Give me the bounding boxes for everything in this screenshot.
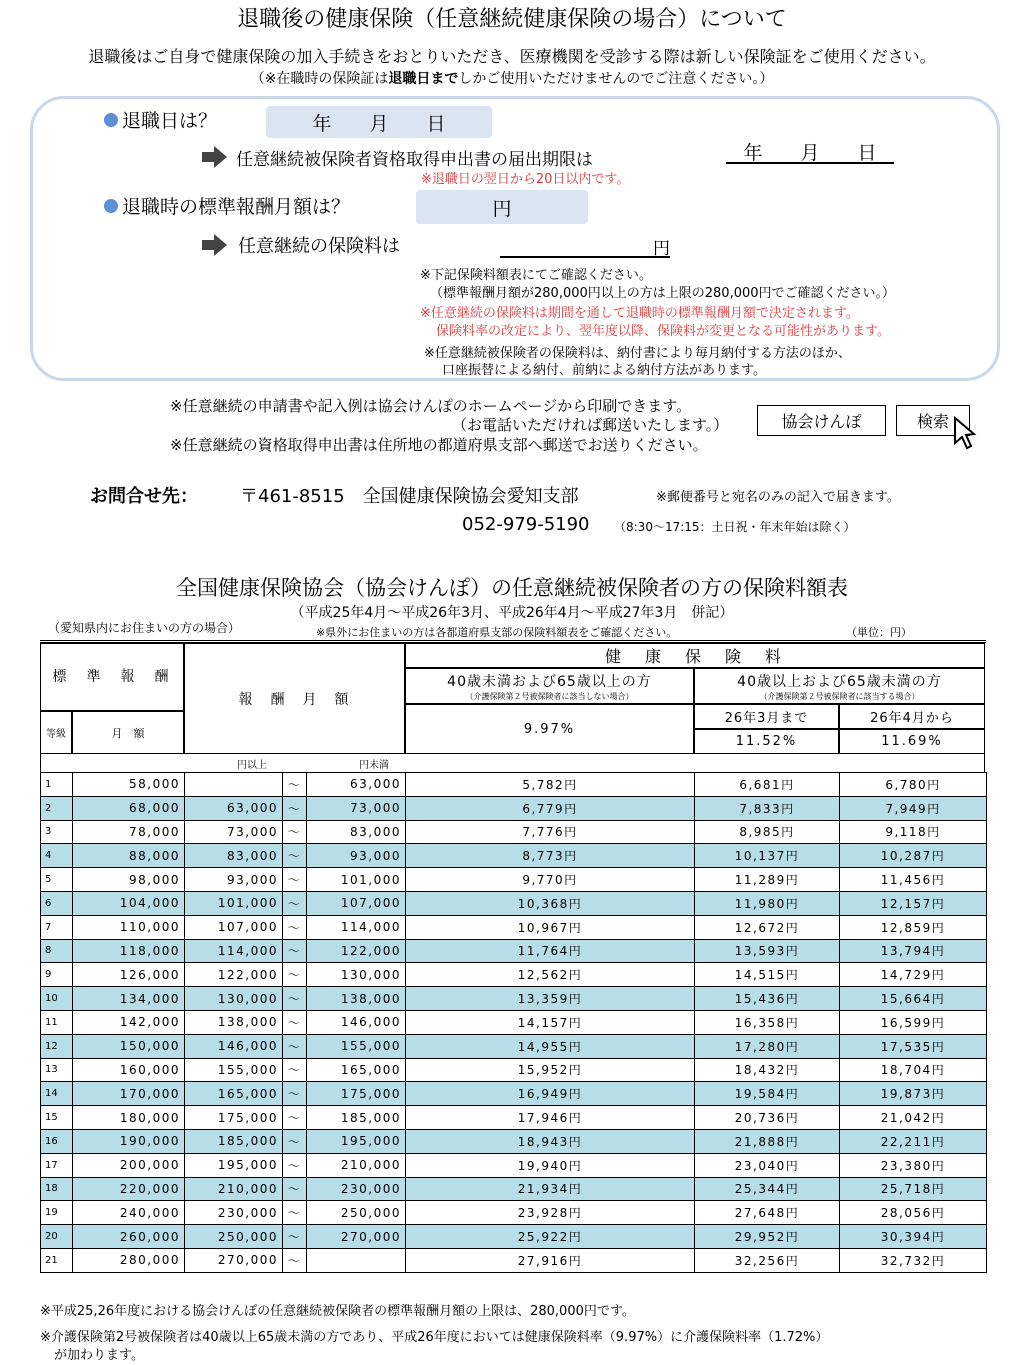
range-from-cell: 73,000 [185,820,283,844]
premium-col2a-cell: 29,952円 [695,1225,840,1249]
grade-cell: 15 [41,1106,73,1130]
header-col2b: 26年4月から [839,704,985,729]
range-from-cell: 195,000 [185,1153,283,1177]
grade-cell: 1 [41,773,73,797]
range-to-cell: 210,000 [307,1153,406,1177]
range-to-cell: 63,000 [307,773,406,797]
premium-col1-cell: 25,922円 [406,1225,695,1249]
deadline-note: ※退職日の翌日から20日以内です。 [421,172,630,187]
region-note: （愛知県内にお住まいの方の場合） [48,621,241,635]
premium-col2a-cell: 18,432円 [695,1058,840,1082]
premium-col2a-cell: 17,280円 [695,1034,840,1058]
header-monthly: 月 額 [72,711,184,754]
monthly-cell: 142,000 [73,1010,185,1034]
grade-cell: 12 [41,1034,73,1058]
premium-col1-cell: 7,776円 [406,820,695,844]
premium-col2a-cell: 16,358円 [695,1010,840,1034]
header-standard-pay: 標 準 報 酬 [40,643,184,711]
premium-col2b-cell: 22,211円 [840,1129,987,1153]
range-from-cell: 63,000 [185,796,283,820]
search-button[interactable]: 検索 [896,405,970,436]
tilde-cell: ～ [283,915,307,939]
range-to-cell: 250,000 [307,1201,406,1225]
tilde-cell: ～ [283,1225,307,1249]
premium-col2b-cell: 18,704円 [840,1058,987,1082]
salary-field[interactable]: 円 [416,190,588,224]
range-from-cell: 210,000 [185,1177,283,1201]
grade-cell: 8 [41,939,73,963]
monthly-cell: 78,000 [73,820,185,844]
monthly-cell: 68,000 [73,796,185,820]
tilde-cell: ～ [283,987,307,1011]
premium-col1-cell: 14,955円 [406,1034,695,1058]
range-from-cell: 83,000 [185,844,283,868]
premium-col1-cell: 18,943円 [406,1129,695,1153]
monthly-cell: 118,000 [73,939,185,963]
premium-col2a-cell: 25,344円 [695,1177,840,1201]
premium-col2a-cell: 19,584円 [695,1082,840,1106]
table-row [41,891,987,915]
range-from-cell: 185,000 [185,1129,283,1153]
cursor-icon [952,416,980,450]
premium-col1-cell: 12,562円 [406,963,695,987]
table-row [41,915,987,939]
premium-col2a-cell: 7,833円 [695,796,840,820]
intro-text: 退職後はご自身で健康保険の加入手続きをおとりいただき、医療機関を受診する際は新しい保険証をご使用ください。 [88,47,936,66]
range-to-cell: 195,000 [307,1129,406,1153]
premium-col2b-cell: 11,456円 [840,868,987,892]
grade-cell: 16 [41,1129,73,1153]
premium-col2a-cell: 8,985円 [695,820,840,844]
monthly-cell: 126,000 [73,963,185,987]
range-from-cell: 93,000 [185,868,283,892]
mail-note: （お電話いただければ郵送いたします。） [452,416,729,434]
tilde-cell: ～ [283,868,307,892]
range-from-cell: 107,000 [185,915,283,939]
grade-cell: 21 [41,1248,73,1272]
tilde-cell: ～ [283,891,307,915]
header-col2a-rate: 11.52% [694,729,839,754]
deadline-value: 年 月 日 [726,138,894,164]
premium-col1-cell: 17,946円 [406,1106,695,1130]
table-row [41,939,987,963]
premium-col2a-cell: 15,436円 [695,987,840,1011]
table-row [41,868,987,892]
premium-col2b-cell: 19,873円 [840,1082,987,1106]
premium-col2b-cell: 17,535円 [840,1034,987,1058]
note-rate-change: 保険料率の改定により、翌年度以降、保険料が変更となる可能性があります。 [436,324,890,339]
header-col2 [694,668,985,704]
note-table-check: ※下記保険料額表にてご確認ください。 [420,268,652,283]
retirement-date-question: 退職日は？ [104,106,217,133]
outside-note: ※県外にお住まいの方は各都道府県支部の保険料額表をご確認ください。 [316,626,678,639]
tilde-cell: ～ [283,773,307,797]
header-col1-label: 40歳未満および65歳以上の方 [447,673,652,690]
premium-col1-cell: 10,368円 [406,891,695,915]
monthly-cell: 88,000 [73,844,185,868]
premium-col1-cell: 11,764円 [406,939,695,963]
range-to-cell: 107,000 [307,891,406,915]
note-payment: ※任意継続被保険者の保険料は、納付書により毎月納付する方法のほか、 [424,346,851,361]
monthly-cell: 180,000 [73,1106,185,1130]
range-to-cell: 270,000 [307,1225,406,1249]
range-to-cell: 138,000 [307,987,406,1011]
premium-col2b-cell: 15,664円 [840,987,987,1011]
tilde-cell: ～ [283,1010,307,1034]
premium-col1-cell: 9,770円 [406,868,695,892]
premium-col1-cell: 10,967円 [406,915,695,939]
grade-cell: 17 [41,1153,73,1177]
premium-col2b-cell: 12,157円 [840,891,987,915]
tilde-cell: ～ [283,1177,307,1201]
premium-col2a-cell: 20,736円 [695,1106,840,1130]
premium-col1-cell: 16,949円 [406,1082,695,1106]
premium-value: 円 [500,234,670,258]
table-row [41,1225,987,1249]
range-from-cell: 130,000 [185,987,283,1011]
premium-col2a-cell: 10,137円 [695,844,840,868]
range-from-cell: 146,000 [185,1034,283,1058]
tilde-cell: ～ [283,796,307,820]
unit-from: 円以上 [237,760,267,771]
note-fixed-premium: ※任意継続の保険料は期間を通して退職時の標準報酬月額で決定されます。 [420,306,859,321]
range-from-cell [185,773,283,797]
grade-cell: 9 [41,963,73,987]
monthly-cell: 170,000 [73,1082,185,1106]
premium-col2b-cell: 16,599円 [840,1010,987,1034]
header-grade: 等級 [40,711,72,754]
range-from-cell: 138,000 [185,1010,283,1034]
grade-cell: 20 [41,1225,73,1249]
footnote-upper-limit: ※平成25,26年度における協会けんぽの任意継続被保険者の標準報酬月額の上限は、280,000円です。 [40,1304,635,1319]
table-row [41,1082,987,1106]
header-col1-rate: 9.97% [405,704,694,754]
table-row [41,844,987,868]
premium-col2a-cell: 23,040円 [695,1153,840,1177]
monthly-cell: 134,000 [73,987,185,1011]
tilde-cell: ～ [283,1129,307,1153]
premium-col2a-cell: 11,980円 [695,891,840,915]
premium-label: 任意継続の保険料は [238,236,400,257]
monthly-cell: 220,000 [73,1177,185,1201]
table-row [41,1106,987,1130]
monthly-cell: 150,000 [73,1034,185,1058]
tilde-cell: ～ [283,844,307,868]
bullet-icon [104,113,118,127]
premium-col2a-cell: 11,289円 [695,868,840,892]
premium-col1-cell: 14,157円 [406,1010,695,1034]
table-row [41,1177,987,1201]
table-row [41,963,987,987]
range-from-cell: 250,000 [185,1225,283,1249]
range-to-cell: 122,000 [307,939,406,963]
premium-col2b-cell: 12,859円 [840,915,987,939]
monthly-cell: 260,000 [73,1225,185,1249]
tilde-cell: ～ [283,963,307,987]
contact-address: 〒461-8515 全国健康保険協会愛知支部 [240,486,579,507]
premium-col2b-cell: 9,118円 [840,820,987,844]
premium-col2b-cell: 21,042円 [840,1106,987,1130]
premium-col1-cell: 6,779円 [406,796,695,820]
premium-col2a-cell: 12,672円 [695,915,840,939]
table-row [41,1153,987,1177]
premium-col2b-cell: 13,794円 [840,939,987,963]
premium-col1-cell: 27,916円 [406,1248,695,1272]
premium-col2b-cell: 10,287円 [840,844,987,868]
print-note: ※任意継続の申請書や記入例は協会けんぽのホームページから印刷できます。 [170,397,692,415]
premium-col1-cell: 19,940円 [406,1153,695,1177]
unit-to: 円未満 [359,760,389,771]
premium-col2a-cell: 27,648円 [695,1201,840,1225]
retirement-date-field[interactable]: 年 月 日 [266,106,492,138]
table-row [41,1201,987,1225]
unit-label: （単位：円） [846,626,912,639]
range-to-cell: 155,000 [307,1034,406,1058]
monthly-cell: 98,000 [73,868,185,892]
premium-col2b-cell: 25,718円 [840,1177,987,1201]
footnote-care-insurance: ※介護保険第2号被保険者は40歳以上65歳未満の方であり、平成26年度においては健康保険料率（9.97%）に介護保険料率（1.72%） [40,1330,829,1345]
premium-col1-cell: 15,952円 [406,1058,695,1082]
range-from-cell: 270,000 [185,1248,283,1272]
premium-col2b-cell: 30,394円 [840,1225,987,1249]
table-row [41,1058,987,1082]
range-to-cell: 114,000 [307,915,406,939]
premium-col1-cell: 21,934円 [406,1177,695,1201]
grade-cell: 19 [41,1201,73,1225]
premium-table [40,772,987,1273]
table-row [41,987,987,1011]
range-to-cell: 83,000 [307,820,406,844]
grade-cell: 5 [41,868,73,892]
premium-col2a-cell: 13,593円 [695,939,840,963]
grade-cell: 3 [41,820,73,844]
tilde-cell: ～ [283,820,307,844]
page-title: 退職後の健康保険（任意継続健康保険の場合）について [237,7,787,32]
premium-col2b-cell: 23,380円 [840,1153,987,1177]
header-col1-sub: （介護保険第２号被保険者に該当しない場合） [465,691,634,701]
grade-cell: 18 [41,1177,73,1201]
grade-cell: 10 [41,987,73,1011]
grade-cell: 2 [41,796,73,820]
table-row [41,796,987,820]
monthly-cell: 58,000 [73,773,185,797]
header-col1 [405,668,694,704]
range-from-cell: 165,000 [185,1082,283,1106]
monthly-cell: 190,000 [73,1129,185,1153]
bullet-icon [104,199,118,213]
arrow-right-icon [214,146,227,172]
header-pay-range: 報 酬 月 額 [184,643,405,754]
tilde-cell: ～ [283,1058,307,1082]
premium-col2a-cell: 6,681円 [695,773,840,797]
premium-col2b-cell: 14,729円 [840,963,987,987]
range-to-cell: 130,000 [307,963,406,987]
tilde-cell: ～ [283,1034,307,1058]
arrow-right-icon [214,234,227,260]
contact-phone: 052-979-5190 [462,514,590,535]
deadline-label: 任意継続被保険者資格取得申出書の届出期限は [236,150,593,170]
grade-cell: 7 [41,915,73,939]
range-to-cell: 73,000 [307,796,406,820]
tilde-cell: ～ [283,1082,307,1106]
table-subtitle: （平成25年4月～平成26年3月、平成26年4月～平成27年3月 併記） [290,605,734,621]
grade-cell: 14 [41,1082,73,1106]
contact-hours: （8:30～17:15：土日祝・年末年始は除く） [614,520,856,534]
premium-col1-cell: 13,359円 [406,987,695,1011]
range-to-cell: 165,000 [307,1058,406,1082]
monthly-cell: 104,000 [73,891,185,915]
premium-col1-cell: 23,928円 [406,1201,695,1225]
premium-col1-cell: 8,773円 [406,844,695,868]
range-from-cell: 175,000 [185,1106,283,1130]
range-from-cell: 114,000 [185,939,283,963]
monthly-cell: 110,000 [73,915,185,939]
range-to-cell: 230,000 [307,1177,406,1201]
tilde-cell: ～ [283,1248,307,1272]
range-to-cell: 185,000 [307,1106,406,1130]
search-input[interactable]: 協会けんぽ [757,405,886,436]
range-to-cell: 175,000 [307,1082,406,1106]
range-from-cell: 101,000 [185,891,283,915]
intro-note: （※在職時の保険証は退職日までしかご使用いただけませんのでご注意ください。） [250,71,774,87]
monthly-cell: 160,000 [73,1058,185,1082]
header-col2-label: 40歳以上および65歳未満の方 [737,673,942,690]
premium-col2a-cell: 21,888円 [695,1129,840,1153]
range-from-cell: 230,000 [185,1201,283,1225]
monthly-cell: 280,000 [73,1248,185,1272]
grade-cell: 4 [41,844,73,868]
header-col2-sub: （介護保険第２号被保険者に該当する場合） [759,691,920,701]
note-payment-methods: 口座振替による納付、前納による納付方法があります。 [442,363,766,378]
range-to-cell [307,1248,406,1272]
grade-cell: 11 [41,1010,73,1034]
table-row [41,1010,987,1034]
tilde-cell: ～ [283,1106,307,1130]
table-row [41,1034,987,1058]
monthly-cell: 200,000 [73,1153,185,1177]
unit-row [40,754,985,772]
grade-cell: 6 [41,891,73,915]
send-note: ※任意継続の資格取得申出書は住所地の都道府県支部へ郵送でお送りください。 [170,436,708,454]
table-row [41,773,987,797]
premium-col2a-cell: 14,515円 [695,963,840,987]
range-to-cell: 93,000 [307,844,406,868]
premium-col1-cell: 5,782円 [406,773,695,797]
footnote-care-insurance-cont: が加わります。 [54,1348,144,1363]
salary-question: 退職時の標準報酬月額は？ [104,192,350,219]
range-from-cell: 122,000 [185,963,283,987]
tilde-cell: ～ [283,939,307,963]
note-upper-limit: （標準報酬月額が280,000円以上の方は上限の280,000円でご確認ください。） [430,286,896,301]
premium-col2b-cell: 7,949円 [840,796,987,820]
premium-col2a-cell: 32,256円 [695,1248,840,1272]
header-col2a: 26年3月まで [694,704,839,729]
table-row [41,1248,987,1272]
range-to-cell: 146,000 [307,1010,406,1034]
premium-col2b-cell: 32,732円 [840,1248,987,1272]
monthly-cell: 240,000 [73,1201,185,1225]
premium-col2b-cell: 28,056円 [840,1201,987,1225]
contact-label: お問合せ先： [90,486,198,507]
range-to-cell: 101,000 [307,868,406,892]
range-from-cell: 155,000 [185,1058,283,1082]
contact-address-note: ※郵便番号と宛名のみの記入で届きます。 [656,490,900,505]
table-row [41,820,987,844]
header-health-premium: 健 康 保 険 料 [405,643,985,668]
grade-cell: 13 [41,1058,73,1082]
header-col2b-rate: 11.69% [839,729,985,754]
table-title: 全国健康保険協会（協会けんぽ）の任意継続被保険者の方の保険料額表 [176,576,848,600]
tilde-cell: ～ [283,1201,307,1225]
table-row [41,1129,987,1153]
tilde-cell: ～ [283,1153,307,1177]
premium-col2b-cell: 6,780円 [840,773,987,797]
